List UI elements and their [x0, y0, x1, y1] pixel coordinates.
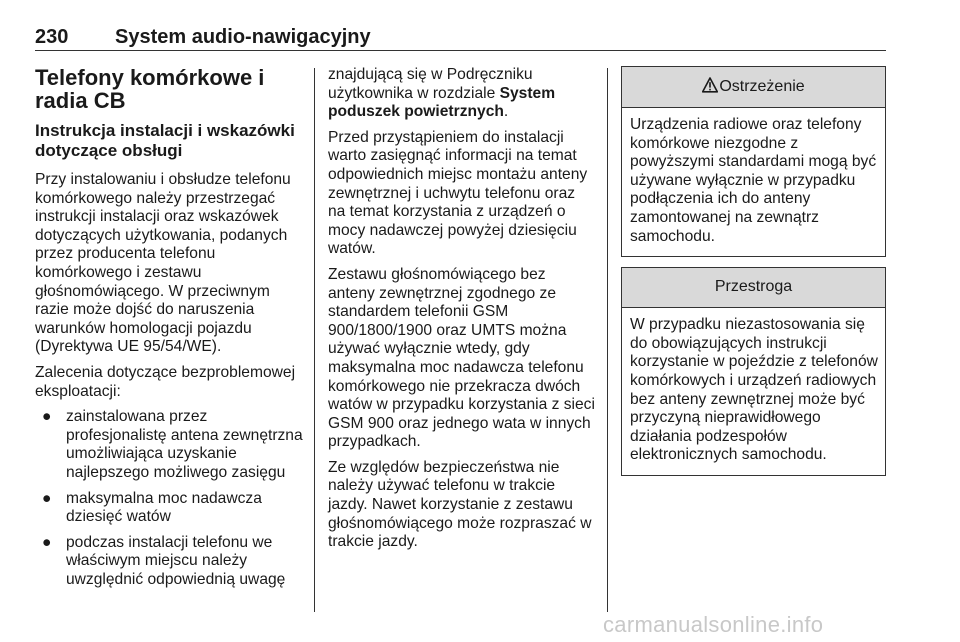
caution-header [622, 268, 885, 308]
continued-paragraph [328, 66, 596, 122]
safety-paragraph: Ze względów bezpieczeństwa nie należy używać telefonu w trakcie jazdy. Nawet korzystanie z zestawu głośnomówiącego może rozpraszać w trakcie jazdy. [328, 458, 592, 551]
column-right [621, 66, 886, 486]
bullet-icon: ● [42, 408, 52, 426]
warning-title: Ostrzeżenie [719, 78, 805, 95]
warning-box [621, 66, 886, 257]
section-heading: Telefony komórkowe i radia CB [35, 65, 265, 113]
page-header [35, 26, 885, 52]
column-left [35, 66, 303, 596]
column-middle [328, 66, 596, 559]
list-item [35, 490, 303, 527]
bullet-icon: ● [42, 489, 52, 507]
page-number: 230 [35, 26, 69, 48]
caution-box [621, 267, 886, 476]
list-item-text: zainstalowana przez profesjonalistę antena zewnętrzna umożliwiająca uzyskanie najlepszego możliwego zasięgu [66, 408, 303, 481]
caution-body: W przypadku niezastosowania się do obowiązujących instrukcji korzystanie w pojeździe z telefonów komórkowych i urządzeń radiowych bez anteny zewnętrznej może być przyczyną nieprawidłowego działania podzespołów elektronicznych samochodu. [630, 316, 878, 464]
list-item [35, 534, 303, 590]
header-rule [35, 50, 886, 51]
continued-text: znajdującą się w Podręczniku użytkownika w rozdziale [328, 66, 533, 102]
watermark: carmanualsonline.info [603, 612, 824, 637]
continued-suffix: . [503, 103, 509, 121]
cross-reference: System poduszek powietrznych [328, 84, 556, 121]
section-subheading: Instrukcja instalacji i wskazówki dotyczące obsługi [35, 121, 295, 160]
warning-header [622, 67, 885, 108]
handsfree-paragraph: Zestawu głośnomówiącego bez anteny zewnętrznej zgodnego ze standardem telefonii GSM 900/1800/1900 oraz UMTS można używać wyłącznie wtedy, gdy maksymalna moc nadawcza telefonu komórkowego nie przekracza dwóch watów w przypadku korzystania z sieci GSM 900 oraz jednego wata w innych przypadkach. [328, 265, 595, 451]
list-item-text: podczas instalacji telefonu we właściwym miejscu należy uwzględnić odpowiednią uwagę [66, 533, 286, 588]
bullet-icon: ● [42, 533, 52, 551]
intro-paragraph: Przy instalowaniu i obsłudze telefonu komórkowego należy przestrzegać instrukcji instalacji oraz wskazówek dotyczących użytkowania, podanych przez producenta telefonu komórkowego i zestawu głośnomówiącego. W przeciwnym razie może dojść do naruszenia warunków homologacji pojazdu (Dyrektywa UE 95/54/WE). [35, 171, 291, 356]
recommendations-intro: Zalecenia dotyczące bezproblemowej eksploatacji: [35, 363, 296, 400]
column-divider-left [314, 68, 315, 612]
caution-title: Przestroga [714, 278, 793, 296]
warning-triangle-icon [702, 77, 718, 93]
installation-paragraph: Przed przystąpieniem do instalacji warto zasięgnąć informacji na temat odpowiednich miejsc montażu anteny zewnętrznej i uchwytu telefonu oraz na temat korzystania z urządzeń o mocy nadawczej powyżej dziesięciu watów. [328, 128, 588, 258]
running-title: System audio-nawigacyjny [115, 26, 371, 48]
recommendations-list [35, 408, 303, 589]
column-divider-right [607, 68, 608, 612]
warning-body: Urządzenia radiowe oraz telefony komórkowe niezgodne z powyższymi standardami mogą być używane wyłącznie w przypadku podłączenia ich do anteny zamontowanej na zewnątrz samochodu. [630, 116, 877, 245]
list-item [35, 408, 303, 482]
list-item-text: maksymalna moc nadawcza dziesięć watów [66, 489, 262, 526]
